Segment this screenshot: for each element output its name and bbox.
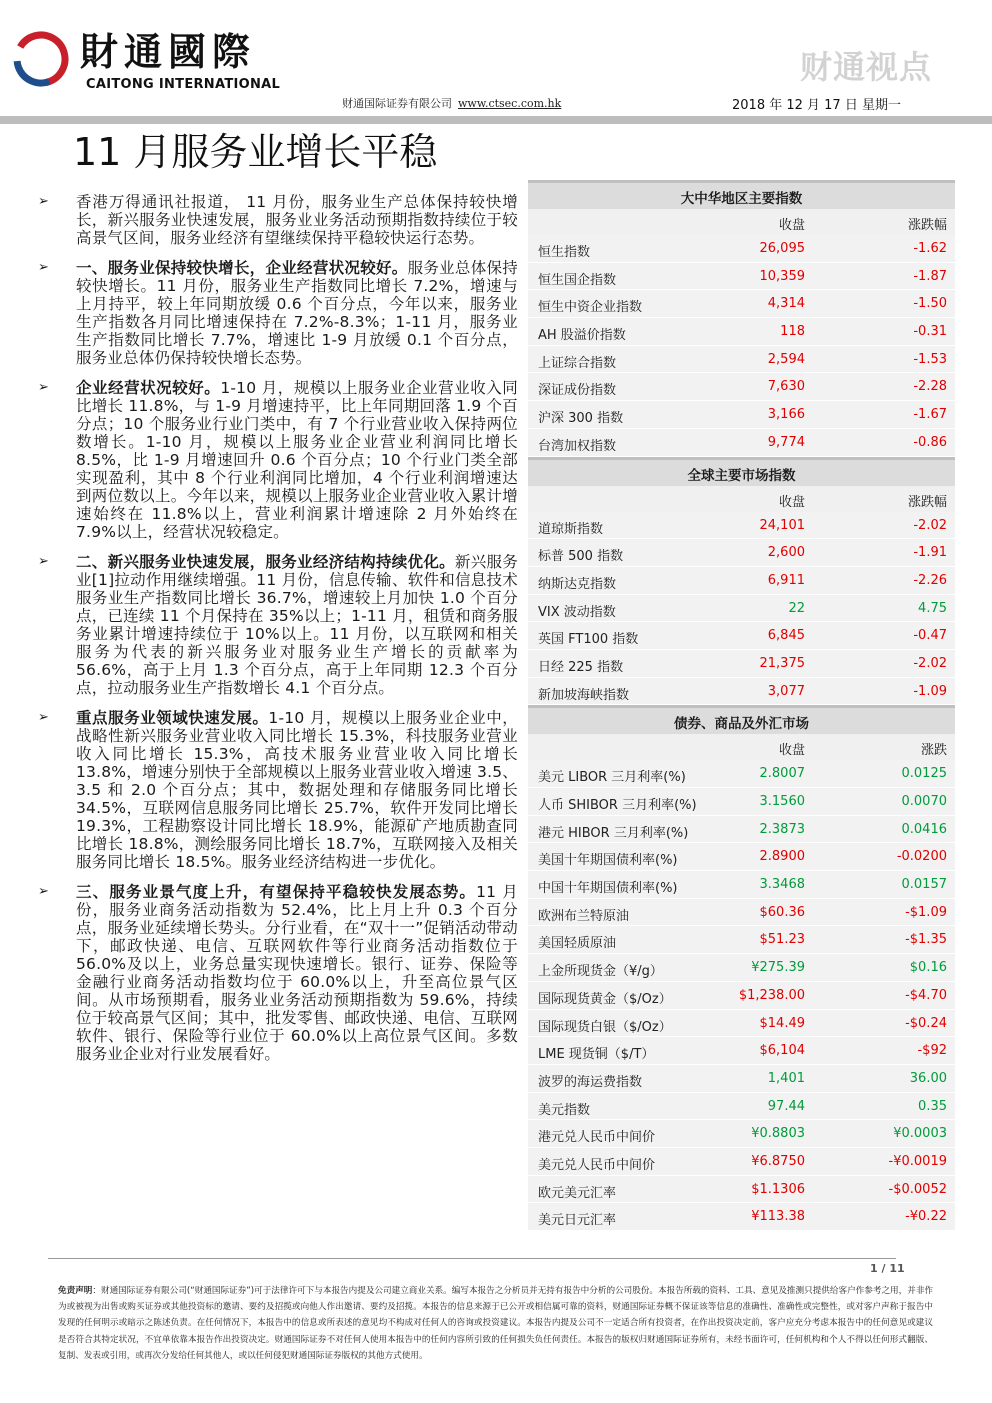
column-change-label: 涨跌幅 xyxy=(907,494,947,510)
article-body xyxy=(38,193,518,1075)
instrument-name: 道琼斯指数 xyxy=(538,521,604,537)
change-value: -0.86 xyxy=(913,434,947,450)
bullet-lead: 二、新兴服务业快速发展，服务业经济结构持续优化。 xyxy=(76,553,455,571)
market-row xyxy=(528,1037,955,1065)
market-row xyxy=(528,290,955,318)
market-row xyxy=(528,401,955,429)
instrument-name: 标普 500 指数 xyxy=(538,549,624,565)
bullet-text: 11 月份，服务业商务活动指数为 52.4%，比上月上升 0.3 个百分点，服务业延续增长势头。分行业看，在“双十一”促销活动带动下，邮政快递、电信、互联网软件等行业商务活动指数位于 56.0%及以上，业务总量实现快速增长。银行、证券、保险等金融行业商务活动指数均位于 60.0%以上，升至高位景气区间。从市场预期看，服务业业务活动预期指数为 59.6%，持续位于较高景气区间；其中，批发零售、邮政快递、电信、互联网软件、银行、保险等行业位于 60.0%以上高位景气区间。多数服务业企业对行业发展看好。 xyxy=(76,883,518,1063)
change-value: -0.0200 xyxy=(896,849,947,865)
instrument-name: 波罗的海运费指数 xyxy=(538,1074,643,1090)
market-row xyxy=(528,982,955,1010)
instrument-name: 上证综合指数 xyxy=(538,355,617,371)
change-value: 0.0416 xyxy=(901,821,947,837)
market-row xyxy=(528,622,955,650)
market-row xyxy=(528,1148,955,1176)
market-row xyxy=(528,899,955,927)
bullet-text: 1-10 月，规模以上服务业企业营业收入同比增长 11.8%，与 1-9 月增速持平，比上年同期回落 1.9 个百分点；10 个服务业行业门类中，有 7 个行业营业收入保持两位数增长。1-10 月，规模以上服务业企业营业利润同比增长 8.5%，比 1-9 月增速回升 0.6 个百分点；10 个行业门类全部实现盈利，其中 8 个行业利润同比增加，4 个行业利润增速达到两位数以上。今年以来，规模以上服务业企业营业收入累计增速始终在 11.8%以上，营业利润累计增速除 2 月外始终在 7.9%以上，经营状况较稳定。 xyxy=(76,379,518,541)
market-row xyxy=(528,816,955,844)
market-row xyxy=(528,1176,955,1204)
instrument-name: 沪深 300 指数 xyxy=(538,411,624,427)
bullet-paragraph xyxy=(38,553,518,697)
instrument-name: 欧元美元汇率 xyxy=(538,1185,617,1201)
close-value: ¥6.8750 xyxy=(751,1153,805,1169)
close-value: $60.36 xyxy=(759,904,805,920)
close-value: $1,238.00 xyxy=(738,987,805,1003)
change-value: -¥0.0019 xyxy=(888,1153,947,1169)
instrument-name: 美国十年期国债利率(%) xyxy=(538,853,678,869)
instrument-name: 美元指数 xyxy=(538,1102,591,1118)
market-column-header xyxy=(528,209,955,235)
instrument-name: 日经 225 指数 xyxy=(538,659,624,675)
market-section-title: 债券、商品及外汇市场 xyxy=(528,705,955,734)
close-value: 118 xyxy=(780,324,805,340)
instrument-name: 深证成份指数 xyxy=(538,383,617,399)
bullet-text: 1-10 月，规模以上服务业企业中，战略性新兴服务业营业收入同比增长 15.3%，科技服务业营业收入同比增长 15.3%，高技术服务业营业收入同比增长 13.8%，增速分别快于全部规模以上服务业营业收入增速 3.5、3.5 和 2.0 个百分点；其中，数据处理和存储服务同比增长 34.5%，互联网信息服务同比增长 25.7%，软件开发同比增长 19.3%，工程勘察设计同比增长 18.9%，能源矿产地质勘查同比增长 18.8%，测绘服务同比增长 18.7%，互联网接入及相关服务同比增长 18.5%。服务业经济结构进一步优化。 xyxy=(76,709,518,871)
instrument-name: 恒生指数 xyxy=(538,245,591,260)
change-value: -2.02 xyxy=(913,655,947,671)
market-section-title: 大中华地区主要指数 xyxy=(528,180,955,209)
close-value: 9,774 xyxy=(767,434,805,450)
close-value: 3,166 xyxy=(767,407,805,423)
close-value: ¥113.38 xyxy=(751,1209,805,1225)
close-value: $1.1306 xyxy=(751,1181,805,1197)
bullet-paragraph xyxy=(38,883,518,1063)
change-value: 4.75 xyxy=(918,600,947,616)
bullet-paragraph xyxy=(38,259,518,367)
close-value: $14.49 xyxy=(759,1015,805,1031)
market-row xyxy=(528,539,955,567)
close-value: 3.3468 xyxy=(759,877,805,893)
header-divider xyxy=(0,116,992,124)
company-line xyxy=(342,95,561,111)
close-value: 26,095 xyxy=(759,241,805,256)
close-value: 2.8900 xyxy=(759,849,805,865)
bullet-arrow-icon: ➢ xyxy=(38,380,50,395)
change-value: 0.0157 xyxy=(901,877,947,893)
instrument-name: LME 现货铜（$/T） xyxy=(538,1047,655,1063)
page-title: 11 月服务业增长平稳 xyxy=(73,130,438,174)
change-value: -$0.24 xyxy=(905,1015,947,1031)
market-column-header xyxy=(528,734,955,760)
change-value: 0.0070 xyxy=(901,794,947,809)
website-link[interactable]: www.ctsec.com.hk xyxy=(458,97,562,110)
close-value: ¥0.8803 xyxy=(751,1126,805,1142)
change-value: -1.91 xyxy=(913,545,947,561)
close-value: $6,104 xyxy=(759,1043,805,1059)
page-number: 1 / 11 xyxy=(870,1262,905,1275)
market-row xyxy=(528,1120,955,1148)
brand-name-chinese: 財通國際 xyxy=(80,30,257,74)
change-value: -0.31 xyxy=(913,324,947,340)
close-value: 3.1560 xyxy=(759,794,805,809)
column-change-label: 涨跌幅 xyxy=(907,218,947,233)
market-row xyxy=(528,760,955,788)
instrument-name: AH 股溢价指数 xyxy=(538,328,626,344)
close-value: 2,600 xyxy=(767,545,805,561)
column-close-label: 收盘 xyxy=(778,743,805,759)
change-value: -2.28 xyxy=(913,379,947,395)
change-value: -$1.35 xyxy=(905,932,947,948)
market-row xyxy=(528,871,955,899)
column-close-label: 收盘 xyxy=(778,494,805,510)
bullet-lead: 企业经营状况较好。 xyxy=(76,379,221,397)
change-value: -1.87 xyxy=(913,268,947,284)
change-value: -$92 xyxy=(917,1043,947,1059)
market-row xyxy=(528,263,955,291)
market-row xyxy=(528,1203,955,1231)
market-row xyxy=(528,512,955,540)
close-value: 2.8007 xyxy=(759,766,805,782)
market-row xyxy=(528,318,955,346)
change-value: -2.26 xyxy=(913,572,947,588)
change-value: -1.62 xyxy=(913,241,947,256)
bullet-paragraph xyxy=(38,193,518,247)
instrument-name: 恒生国企指数 xyxy=(538,272,617,288)
bullet-text: 香港万得通讯社报道， 11 月份，服务业生产总体保持较快增长，新兴服务业快速发展，服务业业务活动预期指数持续位于较高景气区间，服务业经济有望继续保持平稳较快运行态势。 xyxy=(76,193,518,247)
instrument-name: 美元兑人民币中间价 xyxy=(538,1157,656,1173)
instrument-name: 美元 LIBOR 三月利率(%) xyxy=(538,770,686,786)
close-value: 1,401 xyxy=(767,1070,805,1086)
market-row xyxy=(528,954,955,982)
instrument-name: 英国 FT100 指数 xyxy=(538,632,639,648)
market-section-title: 全球主要市场指数 xyxy=(528,457,955,486)
close-value: ¥275.39 xyxy=(751,960,805,976)
bullet-arrow-icon: ➢ xyxy=(38,194,50,209)
bullet-arrow-icon: ➢ xyxy=(38,260,50,275)
market-row xyxy=(528,788,955,816)
bullet-lead: 三、服务业景气度上升，有望保持平稳较快发展态势。 xyxy=(76,883,477,901)
change-value: -1.53 xyxy=(913,351,947,367)
disclaimer-label: 免责声明 xyxy=(58,1286,93,1296)
market-row xyxy=(528,567,955,595)
bullet-arrow-icon: ➢ xyxy=(38,554,50,569)
close-value: 22 xyxy=(788,600,805,616)
column-close-label: 收盘 xyxy=(778,218,805,233)
change-value: -1.50 xyxy=(913,296,947,312)
change-value: ¥0.0003 xyxy=(893,1126,947,1142)
instrument-name: VIX 波动指数 xyxy=(538,604,616,620)
instrument-name: 港元 HIBOR 三月利率(%) xyxy=(538,825,689,841)
bullet-paragraph xyxy=(38,709,518,871)
change-value: $0.16 xyxy=(909,960,947,976)
change-value: -$4.70 xyxy=(905,987,947,1003)
bullet-arrow-icon: ➢ xyxy=(38,710,50,725)
close-value: 2.3873 xyxy=(759,821,805,837)
market-row xyxy=(528,650,955,678)
change-value: -1.67 xyxy=(913,407,947,423)
bullet-paragraph xyxy=(38,379,518,541)
market-row xyxy=(528,678,955,706)
market-row xyxy=(528,1065,955,1093)
change-value: -1.09 xyxy=(913,683,947,699)
market-column-header xyxy=(528,486,955,512)
close-value: 4,314 xyxy=(767,296,805,312)
change-value: 0.35 xyxy=(918,1098,947,1114)
close-value: 3,077 xyxy=(767,683,805,699)
close-value: 97.44 xyxy=(767,1098,805,1114)
bullet-text: 服务业总体保持较快增长。11 月份，服务业生产指数同比增长 7.2%，增速与上月持平，较上年同期放缓 0.6 个百分点，今年以来，服务业生产指数各月同比增速保持在 7.2%-8.3%；1-11 月，服务业生产指数同比增长 7.7%，增速比 1-9 月放缓 0.1 个百分点，服务业总体仍保持较快增长态势。 xyxy=(76,259,518,367)
disclaimer-text: ：财通国际证券有限公司(“财通国际证券”)可于法律许可下与本报告内提及公司建立商业关系。编写本报告之分析员并无持有报告中分析的公司股份。本报告所载的资料、工具、意见及推测只提供给客户作参考之用，并非作为或被视为出售或购买证券或其他投资标的邀请、要约及招揽或向他人作出邀请、要约及招揽。本报告的信息来源于已公开或相信属可靠的资料，财通国际证券概不保证该等信息的准确性、准确性或完整性，或对客户声称于报告中发现的任何明示或暗示之陈述负责。在任何情况下，本报告中的信息或所表述的意见均不构成对任何人的咨询或投资建议。本报告内提及公司不一定适合所有投资者，在作出投资决定前，客户应充分考虑本报告中的任何意见或建议是否符合其特定状况，不宜单依靠本报告作出投资决定。财通国际证券不对任何人使用本报告中的任何内容所引致的任何损失负任何责任。本报告的版权归财通国际证券所有，未经书面许可，任何机构和个人不得以任何形式翻版、复制、发表或引用，或再次分发给任何其他人，或以任何侵犯财通国际证券版权的其他方式使用。 xyxy=(58,1286,934,1361)
company-logo xyxy=(12,30,70,88)
bullet-text: 新兴服务业[1]拉动作用继续增强。11 月份，信息传输、软件和信息技术服务业生产指数同比增长 36.7%，增速较上月加快 1.0 个百分点，已连续 11 个月保持在 35%以上；1-11 月，租赁和商务服务业累计增速持续位于 10%以上。11 月份，以互联网和相关服务为代表的新兴服务业对服务业生产增长的贡献率为 56.6%，高于上月 1.3 个百分点，高于上年同期 12.3 个百分点，拉动服务业生产指数增长 4.1 个百分点。 xyxy=(76,553,518,697)
market-row xyxy=(528,235,955,263)
instrument-name: 港元兑人民币中间价 xyxy=(538,1130,656,1146)
close-value: 6,845 xyxy=(767,628,805,644)
market-row xyxy=(528,595,955,623)
market-row xyxy=(528,346,955,374)
close-value: 10,359 xyxy=(759,268,805,284)
market-row xyxy=(528,926,955,954)
close-value: 7,630 xyxy=(767,379,805,395)
market-row xyxy=(528,843,955,871)
instrument-name: 恒生中资企业指数 xyxy=(538,300,643,316)
instrument-name: 人币 SHIBOR 三月利率(%) xyxy=(538,798,697,813)
brand-name-english: CAITONG INTERNATIONAL xyxy=(86,77,281,92)
close-value: $51.23 xyxy=(759,932,805,948)
close-value: 21,375 xyxy=(759,655,805,671)
instrument-name: 上金所现货金（¥/g） xyxy=(538,964,663,980)
close-value: 24,101 xyxy=(759,517,805,533)
instrument-name: 新加坡海峡指数 xyxy=(538,687,630,703)
instrument-name: 美元日元汇率 xyxy=(538,1213,617,1229)
column-change-label: 涨跌 xyxy=(920,743,947,759)
market-row xyxy=(528,1010,955,1038)
market-row xyxy=(528,373,955,401)
change-value: 0.0125 xyxy=(901,766,947,782)
change-value: -0.47 xyxy=(913,628,947,644)
instrument-name: 美国轻质原油 xyxy=(538,936,617,952)
market-data-table xyxy=(528,180,955,1231)
bullet-lead: 一、服务业保持较快增长，企业经营状况较好。 xyxy=(76,259,408,277)
report-series-title: 财通视点 xyxy=(800,48,933,86)
market-row xyxy=(528,429,955,457)
instrument-name: 中国十年期国债利率(%) xyxy=(538,881,678,897)
instrument-name: 国际现货黄金（$/Oz） xyxy=(538,991,672,1007)
footer-divider xyxy=(48,1258,896,1259)
disclaimer xyxy=(58,1283,933,1364)
bullet-lead: 重点服务业领域快速发展。 xyxy=(76,709,269,727)
change-value: -$0.0052 xyxy=(888,1181,947,1197)
close-value: 6,911 xyxy=(767,572,805,588)
change-value: 36.00 xyxy=(909,1070,947,1086)
instrument-name: 台湾加权指数 xyxy=(538,438,617,454)
bullet-arrow-icon: ➢ xyxy=(38,884,50,899)
instrument-name: 纳斯达克指数 xyxy=(538,576,617,592)
change-value: -2.02 xyxy=(913,517,947,533)
market-row xyxy=(528,1093,955,1121)
instrument-name: 欧洲布兰特原油 xyxy=(538,908,630,924)
close-value: 2,594 xyxy=(767,351,805,367)
change-value: -$1.09 xyxy=(905,904,947,920)
instrument-name: 国际现货白银（$/Oz） xyxy=(538,1019,672,1035)
report-date: 2018 年 12 月 17 日 星期一 xyxy=(732,98,901,113)
change-value: -¥0.22 xyxy=(905,1209,947,1225)
company-name: 财通国际证券有限公司 xyxy=(342,97,452,110)
